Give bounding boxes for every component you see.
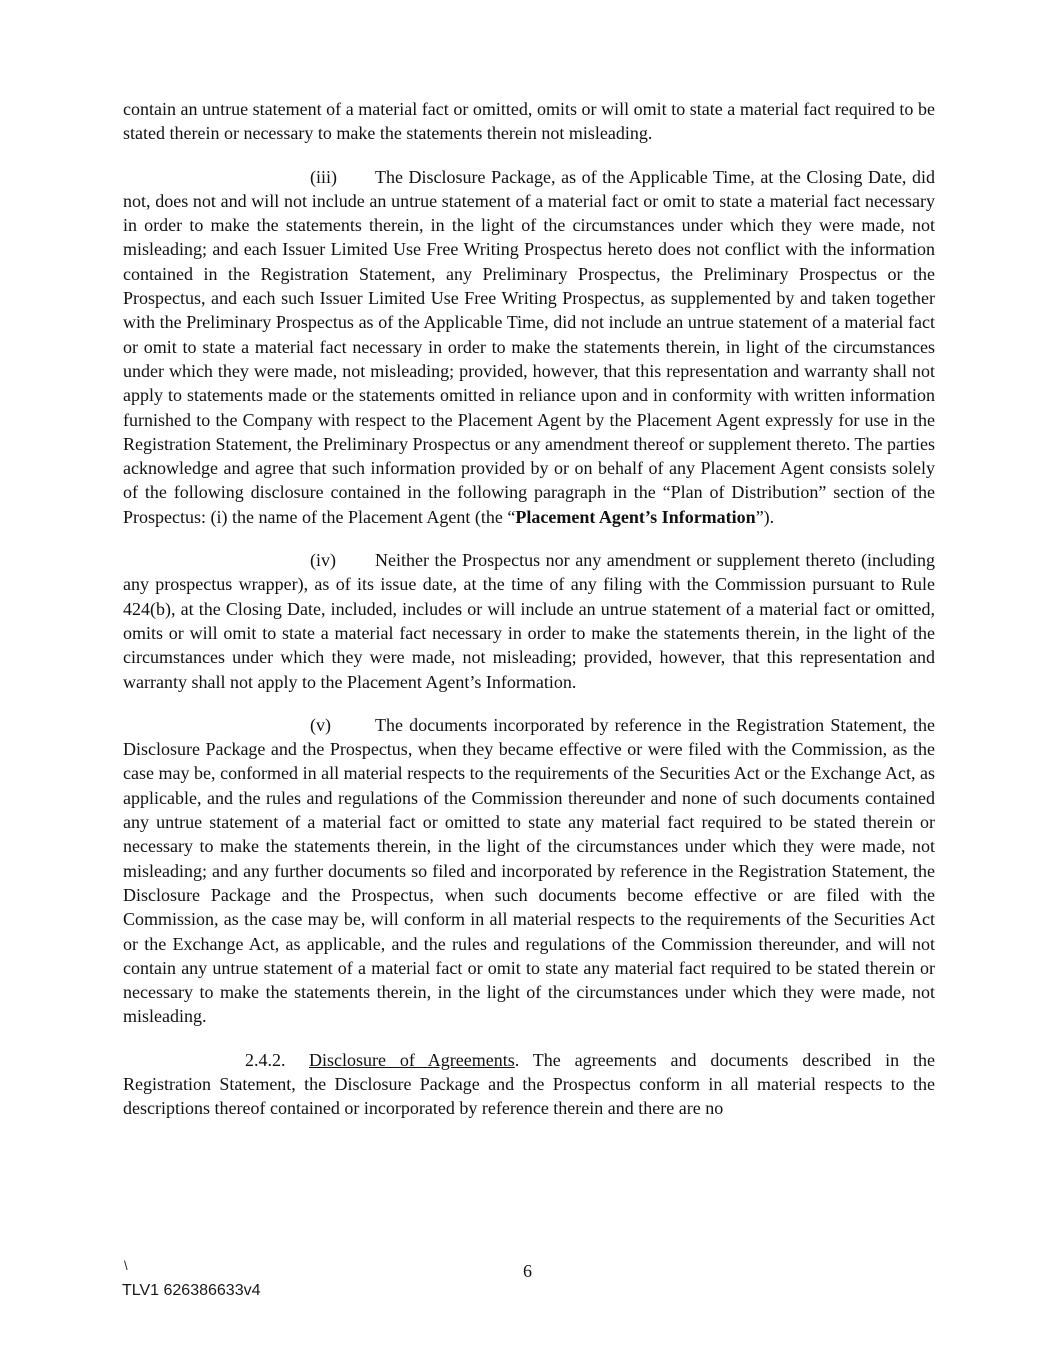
clause-v-text: The documents incorporated by reference in the Registration Statement, the Disclosure Package and the Prospectus, when they became effective or were filed with the Commission, as the case may be, conformed in all material respects to the requirements of the Securities Act or the Exchange Act, as applicable, and the rules and regulations of the Commission thereunder and none of such documents contained any untrue statement of a material fact or omitted to state any material fact required to be stated therein or necessary to make the statements therein, in the light of the circumstances under which they were made, not misleading; and any further documents so filed and incorporated by reference in the Registration Statement, the Disclosure Package and the Prospectus, when such documents become effective or are filed with the Commission, as the case may be, will conform in all material respects to the requirements of the Securities Act or the Exchange Act, as applicable, and the rules and regulations of the Commission thereunder, and will not contain any untrue statement of a material fact or omit to state any material fact required to be stated therein or necessary to make the statements therein, in the light of the circumstances under which they were made, not misleading. bbox=[123, 714, 935, 1027]
defined-term-placement-agents-information: Placement Agent’s Information bbox=[515, 506, 756, 527]
section-2-4-2-heading: Disclosure of Agreements bbox=[309, 1049, 515, 1070]
page-number: 6 bbox=[523, 1261, 532, 1281]
clause-iv bbox=[123, 548, 935, 694]
document-body bbox=[123, 97, 935, 1121]
paragraph-continuation: contain an untrue statement of a material fact or omitted, omits or will omit to state a material fact required to be stated therein or necessary to make the statements therein not misleading. bbox=[123, 99, 935, 144]
clause-v bbox=[123, 713, 935, 1029]
footer-slash-mark: \ bbox=[124, 1258, 128, 1273]
clause-iv-text: Neither the Prospectus nor any amendment or supplement thereto (including any prospectus wrapper), as of its issue date, at the time of any filing with the Commission pursuant to Rule 424(b), at the Closing Date, included, includes or will include an untrue statement of a material fact or omitted, omits or will omit to state a material fact necessary in order to make the statements therein, in the light of the circumstances under which they were made, not misleading; provided, however, that this representation and warranty shall not apply to the Placement Agent’s Information. bbox=[123, 550, 935, 692]
clause-iii bbox=[123, 165, 935, 529]
section-2-4-2-text: . The agreements and documents described in the Registration Statement, the Disclosure Package and the Prospectus conform in all material respects to the descriptions thereof contained or incorporated by reference therein and there are no bbox=[123, 1049, 935, 1119]
clause-iii-text-end: ”). bbox=[755, 506, 775, 527]
clause-iii-text: The Disclosure Package, as of the Applicable Time, at the Closing Date, did not, does not and will not include an untrue statement of a material fact or omit to state a material fact necessary in order to make the statements therein, in the light of the circumstances under which they were made, not misleading; and each Issuer Limited Use Free Writing Prospectus hereto does not conflict with the information contained in the Registration Statement, any Preliminary Prospectus, the Preliminary Prospectus or the Prospectus, and each such Issuer Limited Use Free Writing Prospectus, as supplemented by and taken together with the Preliminary Prospectus as of the Applicable Time, did not include an untrue statement of a material fact or omit to state a material fact necessary in order to make the statements therein, in light of the circumstances under which they were made, not misleading; provided, however, that this representation and warranty shall not apply to statements made or the statements omitted in reliance upon and in conformity with written information furnished to the Company with respect to the Placement Agent by the Placement Agent expressly for use in the Registration Statement, the Preliminary Prospectus or any amendment thereof or supplement thereto. The parties acknowledge and agree that such information provided by or on behalf of any Placement Agent consists solely of the following disclosure contained in the following paragraph in the “Plan of Distribution” section of the Prospectus: (i) the name of the Placement Agent (the “ bbox=[123, 166, 935, 527]
footer-document-id: TLV1 626386633v4 bbox=[122, 1282, 261, 1299]
clause-iii-label: (iii) bbox=[310, 166, 337, 187]
clause-iv-label: (iv) bbox=[310, 550, 336, 571]
section-2-4-2-number: 2.4.2. bbox=[245, 1049, 286, 1070]
clause-v-label: (v) bbox=[310, 714, 331, 735]
section-2-4-2 bbox=[123, 1048, 935, 1121]
